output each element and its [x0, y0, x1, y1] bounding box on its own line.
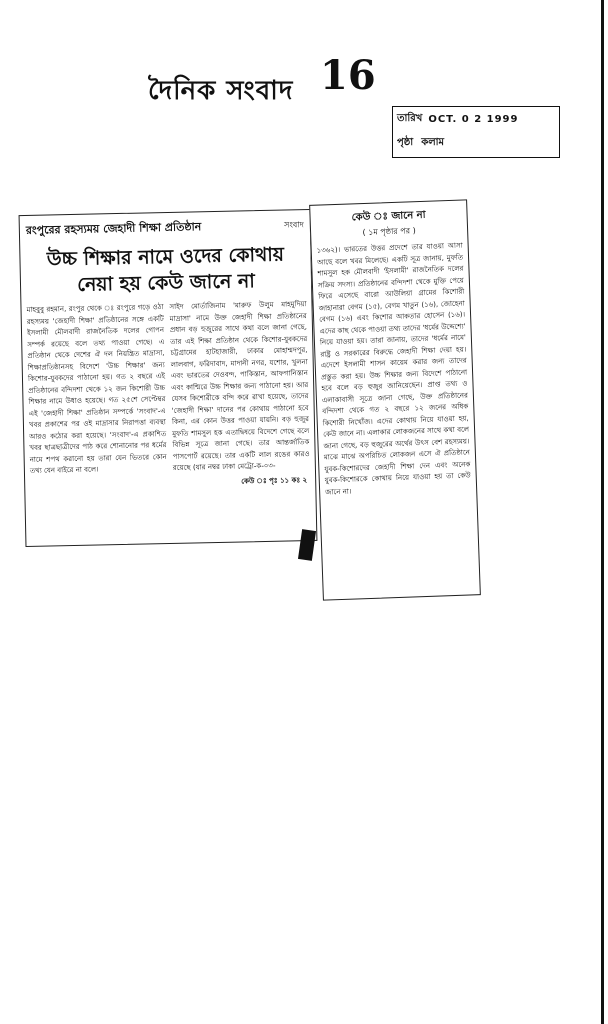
stamp-column-label: কলাম — [421, 136, 445, 148]
newspaper-masthead: দৈনিক সংবাদ — [148, 76, 294, 106]
article-continuation-note: কেউ ঃ পৃঃ ১১ কঃ ২ — [241, 475, 308, 485]
stamp-page-label: পৃষ্ঠা — [397, 136, 414, 148]
article-clipping — [19, 209, 318, 547]
stamp-date-value: OCT. 0 2 1999 — [428, 113, 519, 125]
continuation-subtitle: ( ১ম পৃষ্ঠার পর ) — [362, 226, 416, 238]
continuation-body: ১৩৬২)। ভারতের উত্তর প্রদেশে তার যাওয়া আসা আছে বলে খবর মিলেছে। একটি সূত্র জানায়, মুফতি শামসুল হক মৌলবাদী 'ইসলামী' রাজনৈতিক দলের সক্রিয় সদস্য। প্রতিষ্ঠানের বন্দিদশা থেকে মুক্তি পেয়ে ফিরে এসেছে বারো আউলিয়া গ্রামের কিশোরী জাহানারা বেগম (১৫), বেগম খাতুন (১৬), জোহেনা বেগম (১৬) এবং কিশোর আকতার হোসেন (১৬)। এদের কাছ থেকে পাওয়া তথ্য তাদের 'ধর্মের উদ্দেশ্যে' নিয়ে যাওয়া হয়। তারা জানায়, তাদের 'ধর্মের নামে' রাষ্ট্র ও সরকারের বিরুদ্ধে জেহাদী শিক্ষা দেয়া হয়। এদেশে ইসলামী শাসন কায়েম করার জন্য তাদের প্রস্তুত করা হয়। উচ্চ শিক্ষার জন্য বিদেশে পাঠানো হবে বলে বড় হুজুর জানিয়েছেন। প্রাপ্ত তথ্য ও এলাকাবাসী সূত্রে জানা গেছে, উক্ত প্রতিষ্ঠানের বন্দিদশা থেকে গত ২ বছরে ১২ জনের অধিক কিশোরী নিখোঁজ। এদের কোথায় নিয়ে যাওয়া হয়, কেউ জানে না। এলাকার লোকজনের সাথে কথা বলে জানা গেছে, বড় হুজুরের অর্থের উৎস বেশ রহস্যময়। মাঝে মাঝে অপরিচিত লোকজন এসে ঐ প্রতিষ্ঠানে যুবক-কিশোরদের জেহাদী শিক্ষা দেন এবং অনেক যুবক-কিশোরকে কোথায় নিয়ে যাওয়া হয় তা কেউ জানে না। — [316, 241, 471, 496]
headline-line-2: নেয়া হয় কেউ জানে না — [77, 270, 255, 296]
handwritten-page-number: 16 — [320, 52, 376, 99]
stamp-date-row — [393, 107, 559, 131]
stamp-date-label: তারিখ — [397, 112, 423, 124]
headline-line-1: উচ্চ শিক্ষার নামে ওদের কোথায় — [46, 243, 285, 271]
page-edge-border — [601, 0, 604, 1024]
continuation-clipping — [309, 199, 481, 600]
article-headline — [24, 241, 307, 299]
article-columns — [21, 299, 315, 478]
continuation-title: কেউ ঃ জানে না — [351, 209, 426, 224]
article-kicker: রংপুরের রহস্যময় জেহাদী শিক্ষা প্রতিষ্ঠান — [25, 220, 202, 237]
stamp-page-row — [393, 131, 559, 155]
archive-date-stamp — [392, 106, 560, 158]
article-column-1: মাহবুবু রহমান, রংপুর থেকে ঃ রংপুরে গড়ে ওঠা রহস্যময় 'জেহাদী শিক্ষা' প্রতিষ্ঠানের সঙ্গে একটি ইসলামী মৌলবাদী রাজনৈতিক দলের গোপন সম্পর্ক রয়েছে বলে তথ্য পাওয়া গেছে। এ প্রতিষ্ঠান থেকে দেশের ঐ দল নিয়ন্ত্রিত মাদ্রাসা, শিক্ষাপ্রতিষ্ঠানসহ বিদেশে 'উচ্চ শিক্ষার' জন্য কিশোর-যুবকদের পাঠানো হয়। গত ২ বছরে এই প্রতিষ্ঠানের বন্দিদশা থেকে ১২ জন কিশোরী উচ্চ শিক্ষার নামে উধাও হয়েছে। গত ২৫শে সেপ্টেম্বর এই 'জেহাদী শিক্ষা' প্রতিষ্ঠান সম্পর্কে 'সংবাদ'-এ খবর প্রকাশের পর ওই মাদ্রাসার নিরাপত্তা ব্যবস্থা আরও কঠোর করা হয়েছে। 'সংবাদ'-এ প্রকাশিত খবর ছাত্রছাত্রীদের পাঠ করে শোনানোর পর ধর্মের নামে শপথ করানো হয় তারা যেন ভিতরে কোন তথ্য যেন বাইরে না বলে। — [26, 303, 167, 475]
ink-smudge — [298, 529, 316, 561]
article-source: সংবাদ — [284, 220, 304, 230]
article-column-2: সাইদ মোর্তাজিনাম 'মারুফ উলুম মাহমুদিয়া মাদ্রাসা' নামে উক্ত জেহাদী শিক্ষা প্রতিষ্ঠানের প্রধান বড় হুজুরের সাথে কথা বলে জানা গেছে, তার এই শিক্ষা প্রতিষ্ঠান থেকে কিশোর-যুবকদের চট্টগ্রামের হাটহাজারী, ঢাকার মোহাম্মদপুর, লালবাগ, ফরিদাবাদ, মাদানী নগর, যশোর, খুলনা এবং ভারতের দেওবন্দ, পাকিস্তান, আফগানিস্তান এবং কাশ্মিরে উচ্চ শিক্ষার জন্য পাঠানো হয়। আর যেসব কিশোরীকে বন্দি করে রাখা হয়েছে, তাদের 'জেহাদী শিক্ষা' দানের পর কোথায় পাঠানো হবে কিনা, এর কোন উত্তর পাওয়া যায়নি। বড় হুজুর মুফতি শামসুল হক এতাদ্বিষয়ে বিদেশে গেছে বলে বিভিন্ন সূত্রে জানা গেছে। তার আন্তর্জাতিক পাসপোর্ট রয়েছে। তার একটি লাল রঙের কারও রয়েছে (যার নম্বর ঢাকা মেট্রো-ক-০৩- — [169, 300, 310, 472]
article-kicker-row — [20, 210, 311, 243]
